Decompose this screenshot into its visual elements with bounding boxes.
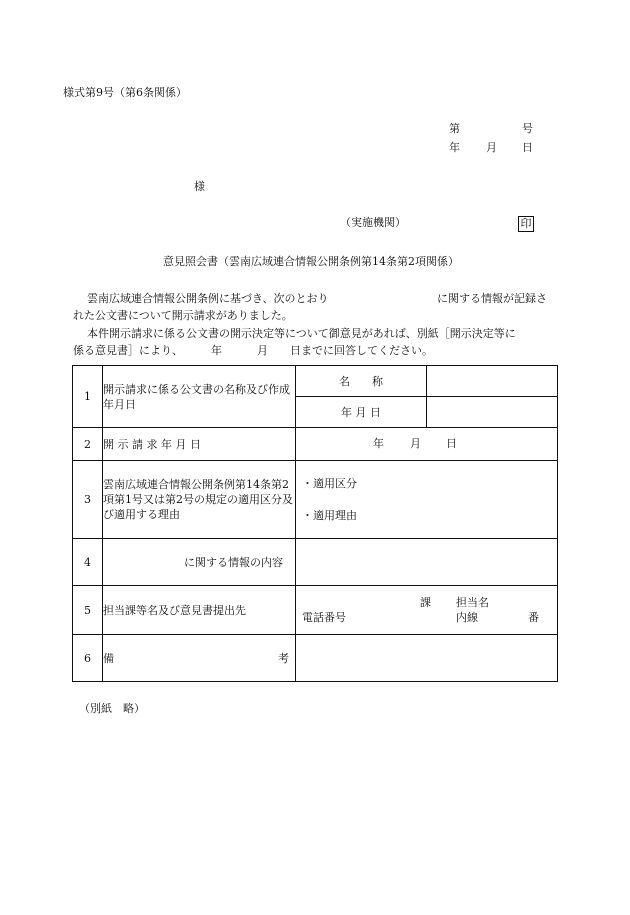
doc-no-suffix: 号 [522,122,533,135]
row-number: 5 [73,586,103,635]
request-date-cell [296,428,558,461]
body-p1-b: に関する情報が記録さ [437,292,547,305]
table-row [73,461,558,539]
req-day: 日 [446,437,457,450]
body-p1-c: れた公文書について開示請求がありました。 [73,309,293,322]
remarks-label-a: 備 [103,651,114,665]
date-year: 年 [449,141,460,154]
remarks-label-b: 考 [278,651,289,665]
applicable-reason: ・適用理由 [302,508,357,522]
agency-label: （実施機関） [340,216,406,229]
date-month: 月 [486,141,497,154]
name-value-cell [427,366,558,397]
body-p2-year: 年 [211,344,222,357]
addressee-suffix: 様 [194,180,205,193]
table-row [73,366,558,397]
row-label [103,635,296,682]
body-p2-c: 日までに回答してください。 [290,344,433,357]
row-label: 担当課等名及び意見書提出先 [103,586,296,635]
extension-label: 内線 [456,610,478,624]
form-number: 様式第9号（第6条関係） [63,86,187,99]
date-value-cell [427,397,558,428]
row-number: 6 [73,635,103,682]
applicable-category: ・適用区分 [302,476,357,490]
row-label: 雲南広域連合情報公開条例第14条第2項第1号又は第2号の規定の適用区分及び適用する理由 [103,461,296,539]
body-p2-month: 月 [257,344,268,357]
body-p2-a: 本件開示請求に係る公文書の開示決定等について御意見があれば、別紙［開示決定等に [87,327,516,340]
req-month: 月 [410,437,421,450]
section-suffix: 課 [420,595,431,609]
document-title: 意見照会書（雲南広域連合情報公開条例第14条第2項関係） [163,255,459,268]
remarks-cell [296,635,558,682]
person-in-charge-label: 担当名 [456,595,489,609]
row-number: 4 [73,539,103,586]
table-row [73,586,558,635]
body-p1-a: 雲南広域連合情報公開条例に基づき、次のとおり [87,292,329,305]
row-label: に関する情報の内容 [103,539,296,586]
phone-label: 電話番号 [302,610,346,624]
row-number: 3 [73,461,103,539]
footer-note: （別紙 略） [79,702,145,715]
info-content-cell [296,539,558,586]
body-p2-b: 係る意見書］により、 [73,344,183,357]
name-sublabel: 名 称 [296,366,427,397]
doc-no-prefix: 第 [449,122,460,135]
date-sublabel: 年 月 日 [296,397,427,428]
req-year: 年 [373,437,384,450]
table-row [73,539,558,586]
table-row [73,428,558,461]
row-label: 開示請求に係る公文書の名称及び作成年月日 [103,366,296,428]
row-number: 2 [73,428,103,461]
extension-suffix: 番 [528,610,539,624]
seal-stamp: 印 [518,216,534,232]
row-number: 1 [73,366,103,428]
table-row [73,635,558,682]
date-day: 日 [522,141,533,154]
inquiry-table [72,365,558,682]
applicable-reason-cell [296,461,558,539]
contact-cell [296,586,558,635]
row-label: 開 示 請 求 年 月 日 [103,428,296,461]
